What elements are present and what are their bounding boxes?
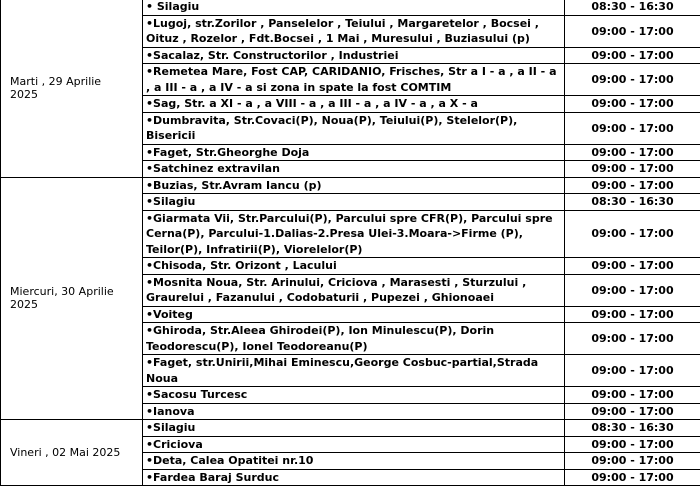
hours-cell: 09:00 - 17:00 (565, 96, 700, 113)
date-cell: Miercuri, 30 Aprilie 2025 (1, 177, 143, 420)
location-cell: •Silagiu (143, 194, 565, 211)
location-cell: •Faget, str.Unirii,Mihai Eminescu,George Cosbuc-partial,Strada Noua (143, 355, 565, 387)
location-cell: •Lugoj, str.Zorilor , Panselelor , Teiului , Margaretelor , Bocsei , Oituz , Rozelor , Fdt.Bocsei , 1 Mai , Muresului , Buziasului (p) (143, 15, 565, 47)
location-cell: •Faget, Str.Gheorghe Doja (143, 144, 565, 161)
location-cell: •Satchinez extravilan (143, 161, 565, 178)
location-cell: •Criciova (143, 436, 565, 453)
hours-cell: 09:00 - 17:00 (565, 177, 700, 194)
location-cell: •Sag, Str. a XI - a , a VIII - a , a III - a , a IV - a , a X - a (143, 96, 565, 113)
hours-cell: 09:00 - 17:00 (565, 258, 700, 275)
hours-cell: 09:00 - 17:00 (565, 306, 700, 323)
location-cell: •Ghiroda, Str.Aleea Ghirodei(P), Ion Minulescu(P), Dorin Teodorescu(P), Ionel Teodoreanu(P) (143, 323, 565, 355)
hours-cell: 09:00 - 17:00 (565, 161, 700, 178)
hours-cell: 08:30 - 16:30 (565, 194, 700, 211)
location-cell: •Giarmata Vii, Str.Parcului(P), Parcului spre CFR(P), Parcului spre Cerna(P), Parcului-1.Dalias-2.Presa Ulei-3.Moara->Firme (P), Teilor(P), Infratirii(P), Viorelelor(P) (143, 210, 565, 258)
hours-cell: 09:00 - 17:00 (565, 436, 700, 453)
location-cell: •Silagiu (143, 420, 565, 437)
hours-cell: 09:00 - 17:00 (565, 274, 700, 306)
hours-cell: 09:00 - 17:00 (565, 47, 700, 64)
hours-cell: 09:00 - 17:00 (565, 469, 700, 486)
hours-cell: 09:00 - 17:00 (565, 403, 700, 420)
location-cell: •Dumbravita, Str.Covaci(P), Noua(P), Teiului(P), Stelelor(P), Bisericii (143, 112, 565, 144)
date-cell: Marti , 29 Aprilie 2025 (1, 0, 143, 177)
location-cell: •Sacosu Turcesc (143, 387, 565, 404)
hours-cell: 09:00 - 17:00 (565, 355, 700, 387)
location-cell: •Sacalaz, Str. Constructorilor , Industriei (143, 47, 565, 64)
hours-cell: 09:00 - 17:00 (565, 144, 700, 161)
hours-cell: 09:00 - 17:00 (565, 210, 700, 258)
date-cell: Vineri , 02 Mai 2025 (1, 420, 143, 486)
schedule-body (1, 0, 700, 486)
location-cell: •Remetea Mare, Fost CAP, CARIDANIO, Frisches, Str a I - a , a II - a , a III - a , a IV - a si zona in spate la fost COMTIM (143, 64, 565, 96)
hours-cell: 09:00 - 17:00 (565, 15, 700, 47)
location-cell: •Chisoda, Str. Orizont , Lacului (143, 258, 565, 275)
hours-cell: 09:00 - 17:00 (565, 64, 700, 96)
location-cell: •Deta, Calea Opatitei nr.10 (143, 453, 565, 470)
schedule-row (1, 0, 700, 15)
schedule-row (1, 420, 700, 437)
location-cell: •Mosnita Noua, Str. Arinului, Criciova , Marasesti , Sturzului , Graurelui , Fazanului , Codobaturii , Pupezei , Ghionoaei (143, 274, 565, 306)
location-cell: • Silagiu (143, 0, 565, 15)
schedule-row (1, 177, 700, 194)
location-cell: •Voiteg (143, 306, 565, 323)
hours-cell: 09:00 - 17:00 (565, 453, 700, 470)
location-cell: •Ianova (143, 403, 565, 420)
hours-cell: 08:30 - 16:30 (565, 420, 700, 437)
location-cell: •Buzias, Str.Avram Iancu (p) (143, 177, 565, 194)
hours-cell: 09:00 - 17:00 (565, 387, 700, 404)
location-cell: •Fardea Baraj Surduc (143, 469, 565, 486)
hours-cell: 09:00 - 17:00 (565, 112, 700, 144)
hours-cell: 09:00 - 17:00 (565, 323, 700, 355)
hours-cell: 08:30 - 16:30 (565, 0, 700, 15)
